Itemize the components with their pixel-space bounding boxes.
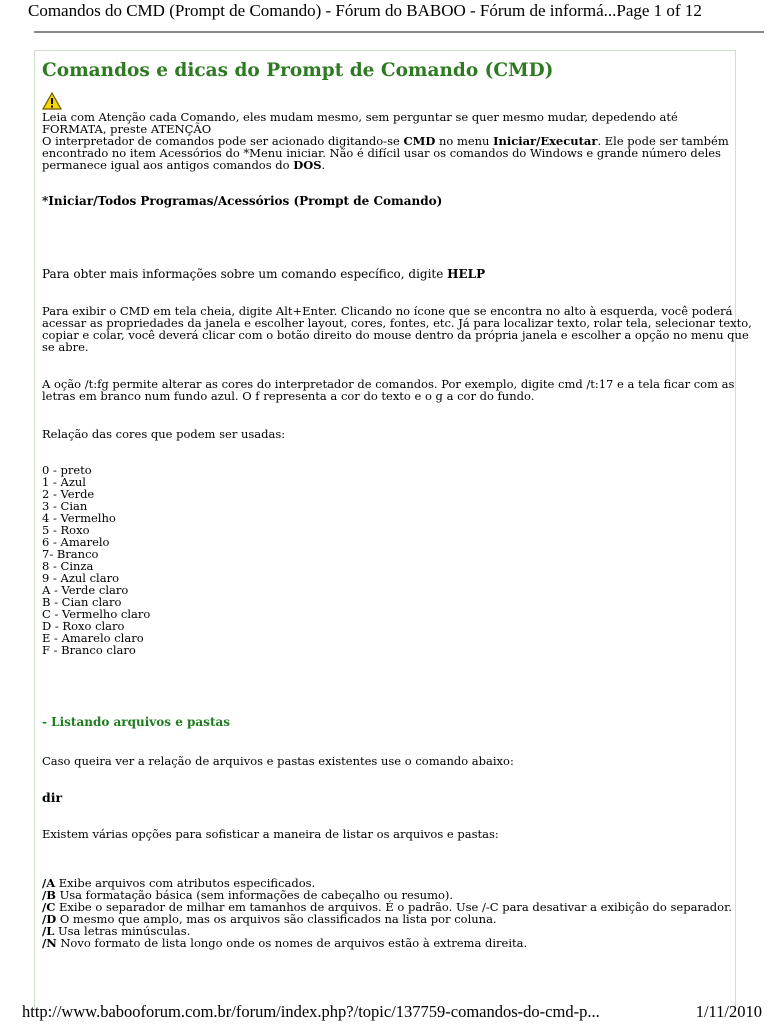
header-divider [34,31,764,33]
color-item: 3 - Cian [42,499,88,513]
color-item: 4 - Vermelho [42,511,116,525]
option-item: /C Exibe o separador de milhar em tamanhos de arquivos. É o padrão. Use /-C para desativar a exibição do separador. [42,900,732,914]
option-item: /N Novo formato de lista longo onde os nomes de arquivos estão à extrema direita. [42,936,528,950]
colors-intro-line: A oção /t:fg permite alterar as cores do interpretador de comandos. Por exemplo, digite cmd /t:17 e a tela ficar com as [42,377,735,391]
color-item: B - Cian claro [42,595,122,609]
fullscreen-line: se abre. [42,340,89,354]
section-heading-listing: - Listando arquivos e pastas [42,715,231,729]
footer-url[interactable]: http://www.babooforum.com.br/forum/index.php?/topic/137759-comandos-do-cmd-p... [22,1002,600,1021]
color-item: 6 - Amarelo [42,535,110,549]
article-title: Comandos e dicas do Prompt de Comando (CMD) [42,60,554,81]
fullscreen-line: Para exibir o CMD em tela cheia, digite Alt+Enter. Clicando no ícone que se encontra no alto à esquerda, você poderá [42,304,733,318]
options-intro: Existem várias opções para sofisticar a maneira de listar os arquivos e pastas: [42,827,499,841]
fullscreen-line: copiar e colar, você deverá clicar com o botão direito do mouse dentro da própria janela e escolher a opção no menu que [42,328,749,342]
color-item: F - Branco claro [42,643,136,657]
colors-heading: Relação das cores que podem ser usadas: [42,427,286,441]
color-item: 8 - Cinza [42,559,94,573]
dir-command: dir [42,790,63,805]
colors-intro-line: letras em branco num fundo azul. O f representa a cor do texto e o g a cor do fundo. [42,389,535,403]
color-item: 2 - Verde [42,487,95,501]
option-item: /A Exibe arquivos com atributos especificados. [42,876,316,890]
intro-line-3: O interpretador de comandos pode ser acionado digitando-se CMD no menu Iniciar/Executar. Ele pode ser também [42,134,729,148]
color-item: 1 - Azul [42,475,86,489]
option-item: /L Usa letras minúsculas. [42,924,191,938]
option-item: /B Usa formatação básica (sem informações de cabeçalho ou resumo). [42,888,454,902]
option-item: /D O mesmo que amplo, mas os arquivos são classificados na lista por coluna. [42,912,497,926]
start-menu-path: *Iniciar/Todos Programas/Acessórios (Prompt de Comando) [42,194,443,208]
color-item: C - Vermelho claro [42,607,151,621]
color-item: 9 - Azul claro [42,571,120,585]
intro-line-1: Leia com Atenção cada Comando, eles mudam mesmo, sem perguntar se quer mesmo mudar, depedendo até [42,110,678,124]
color-item: E - Amarelo claro [42,631,144,645]
color-item: 0 - preto [42,463,92,477]
footer-date: 1/11/2010 [695,1002,762,1021]
color-item: 7- Branco [42,547,99,561]
color-item: D - Roxo claro [42,619,125,633]
help-paragraph: Para obter mais informações sobre um comando específico, digite HELP [42,267,486,281]
intro-line-5: permanece igual aos antigos comandos do DOS. [42,158,326,172]
warning-icon [42,92,62,110]
fullscreen-line: acessar as propriedades da janela e escolher layout, cores, fontes, etc. Já para localizar texto, rolar tela, selecionar texto, [42,316,752,330]
page-footer [22,1002,762,1022]
page-header-title: Comandos do CMD (Prompt de Comando) - Fórum do BABOO - Fórum de informá...Page 1 of 12 [28,1,702,20]
color-item: 5 - Roxo [42,523,90,537]
intro-line-4: encontrado no item Acessórios do *Menu iniciar. Não é difícil usar os comandos do Windows e grande número deles [42,146,721,160]
color-item: A - Verde claro [42,583,129,597]
intro-line-2: FORMATA, preste ATENÇÃO [42,122,212,136]
dir-intro: Caso queira ver a relação de arquivos e pastas existentes use o comando abaixo: [42,754,514,768]
